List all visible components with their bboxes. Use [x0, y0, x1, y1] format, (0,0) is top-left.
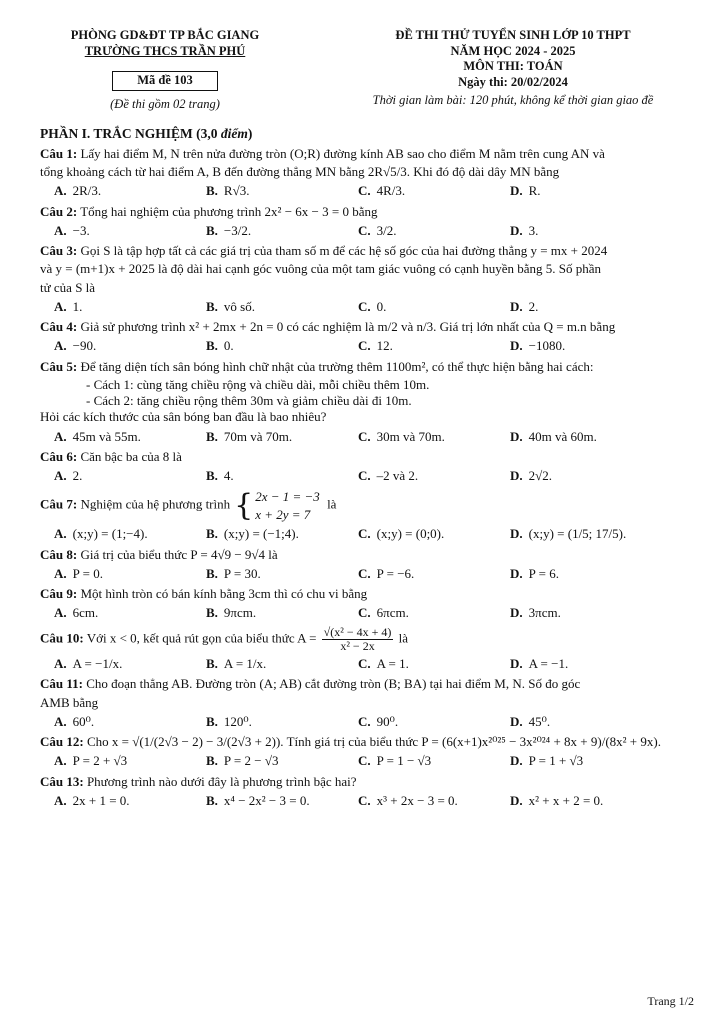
- option-text: 0.: [376, 298, 387, 314]
- option-text: 2.: [528, 298, 539, 314]
- question-stem: [40, 547, 690, 563]
- option-key: A.: [54, 222, 67, 238]
- question-text-end: là: [327, 496, 337, 512]
- question-stem: [40, 243, 690, 259]
- answer-option-d: [510, 714, 662, 730]
- answer-option-a: [40, 183, 206, 199]
- question-text: Căn bậc ba của 8 là: [80, 448, 182, 464]
- question-label: Câu 11:: [40, 676, 83, 692]
- option-key: B.: [206, 526, 218, 542]
- answer-options: [40, 183, 690, 199]
- option-text: −3.: [72, 222, 90, 238]
- answer-option-d: [510, 526, 662, 542]
- exam-date: Ngày thi: 20/02/2024: [458, 74, 568, 89]
- answer-options: [40, 566, 690, 582]
- option-text: 4R/3.: [376, 183, 406, 199]
- option-text: P = 0.: [72, 565, 103, 581]
- option-key: A.: [54, 183, 67, 199]
- question-text: Giá trị của biểu thức P = 4√9 − 9√4 là: [80, 546, 278, 562]
- question-sub-item: - Cách 1: cùng tăng chiều rộng và chiều dài, mỗi chiều thêm 10m.: [86, 376, 430, 392]
- part-points: điểm: [220, 126, 248, 141]
- option-key: C.: [358, 222, 371, 238]
- question-text: Phương trình nào dưới đây là phương trình bậc hai?: [86, 773, 357, 789]
- page-number: Trang 1/2: [647, 994, 694, 1008]
- question-6: [40, 449, 690, 485]
- option-text: 9πcm.: [223, 605, 257, 621]
- answer-option-b: [206, 566, 358, 582]
- answer-option-a: [40, 793, 206, 809]
- option-key: D.: [510, 338, 523, 354]
- option-text: −1080.: [528, 338, 566, 354]
- system-equation: x + 2y = 7: [255, 506, 311, 522]
- school-year: NĂM HỌC 2024 - 2025: [450, 43, 576, 58]
- option-text: P = 30.: [223, 565, 261, 581]
- option-text: 2R/3.: [72, 183, 102, 199]
- answer-option-a: [40, 714, 206, 730]
- header-right: [318, 28, 708, 108]
- answer-option-d: [510, 656, 662, 672]
- option-text: P = −6.: [376, 565, 415, 581]
- answer-options: [40, 526, 690, 542]
- option-key: C.: [358, 605, 371, 621]
- option-text: −90.: [72, 338, 97, 354]
- option-text: 4.: [223, 468, 234, 484]
- option-key: C.: [358, 753, 371, 769]
- option-key: D.: [510, 222, 523, 238]
- answer-option-a: [40, 468, 206, 484]
- option-text: 70m và 70m.: [223, 428, 293, 444]
- question-12: [40, 734, 690, 770]
- question-stem: [40, 774, 690, 790]
- option-key: B.: [206, 656, 218, 672]
- option-text: P = 1 − √3: [376, 753, 432, 769]
- question-text: Tổng hai nghiệm của phương trình 2x² − 6x − 3 = 0 bằng: [80, 203, 378, 219]
- answer-option-c: [358, 223, 510, 239]
- question-stem: [40, 586, 690, 602]
- question-label: Câu 6:: [40, 448, 78, 464]
- answer-option-b: [206, 468, 358, 484]
- question-11: [40, 676, 690, 730]
- question-label: Câu 12:: [40, 734, 84, 750]
- part-title-text: PHẦN I. TRẮC NGHIỆM (3,0: [40, 126, 221, 141]
- answer-option-d: [510, 338, 662, 354]
- option-key: C.: [358, 713, 371, 729]
- question-5: [40, 359, 690, 445]
- answer-option-c: [358, 338, 510, 354]
- question-label: Câu 10:: [40, 630, 84, 646]
- pages-note: (Đề thi gồm 02 trang): [110, 96, 220, 111]
- option-text: −3/2.: [223, 222, 252, 238]
- option-text: (x;y) = (1;−4).: [72, 526, 148, 542]
- option-text: 1.: [72, 298, 83, 314]
- question-text-continued: tử của S là: [40, 279, 96, 295]
- subject: MÔN THI: TOÁN: [463, 59, 563, 74]
- answer-option-b: [206, 526, 358, 542]
- option-text: 3/2.: [376, 222, 397, 238]
- option-key: C.: [358, 792, 371, 808]
- option-key: A.: [54, 605, 67, 621]
- question-label: Câu 5:: [40, 358, 78, 374]
- answer-option-d: [510, 566, 662, 582]
- question-label: Câu 7:: [40, 496, 78, 512]
- answer-options: [40, 299, 690, 315]
- answer-option-b: [206, 183, 358, 199]
- option-key: A.: [54, 792, 67, 808]
- question-text: Gọi S là tập hợp tất cả các giá trị của tham số m để các hệ số góc của hai đường thẳng y = mx + 2024: [80, 243, 608, 259]
- option-text: P = 2 − √3: [223, 753, 279, 769]
- option-key: B.: [206, 753, 218, 769]
- exam-code-box: Mã đề 103: [112, 71, 218, 91]
- option-text: 2√2.: [528, 468, 553, 484]
- equation-system: [234, 488, 320, 523]
- question-label: Câu 3:: [40, 243, 78, 259]
- answer-option-c: [358, 605, 510, 621]
- option-key: B.: [206, 468, 218, 484]
- option-key: A.: [54, 656, 67, 672]
- answer-option-a: [40, 605, 206, 621]
- answer-option-c: [358, 526, 510, 542]
- question-1: [40, 146, 690, 200]
- option-text: 30m và 70m.: [376, 428, 445, 444]
- exam-content: [40, 126, 690, 813]
- question-4: [40, 319, 690, 355]
- answer-option-d: [510, 183, 662, 199]
- option-text: R.: [528, 183, 541, 199]
- answer-option-d: [510, 605, 662, 621]
- answer-option-b: [206, 299, 358, 315]
- question-7: [40, 488, 690, 542]
- answer-option-d: [510, 753, 662, 769]
- question-text: Giả sử phương trình x² + 2mx + 2n = 0 có các nghiệm là m/2 và n/3. Giá trị lớn nhất của Q = m.n bằng: [80, 319, 616, 335]
- answer-option-b: [206, 338, 358, 354]
- option-key: C.: [358, 656, 371, 672]
- option-text: 60⁰.: [72, 713, 95, 729]
- option-text: –2 và 2.: [376, 468, 419, 484]
- option-key: A.: [54, 565, 67, 581]
- option-key: D.: [510, 183, 523, 199]
- answer-option-b: [206, 793, 358, 809]
- question-text: Một hình tròn có bán kính bằng 3cm thì có chu vi bằng: [80, 586, 368, 602]
- option-text: R√3.: [223, 183, 250, 199]
- option-key: A.: [54, 428, 67, 444]
- answer-option-a: [40, 656, 206, 672]
- option-text: 3.: [528, 222, 539, 238]
- question-3: [40, 243, 690, 315]
- option-text: A = −1/x.: [72, 656, 123, 672]
- option-text: P = 2 + √3: [72, 753, 128, 769]
- answer-options: [40, 338, 690, 354]
- answer-options: [40, 468, 690, 484]
- answer-option-d: [510, 223, 662, 239]
- question-stem: [40, 449, 690, 465]
- answer-options: [40, 753, 690, 769]
- answer-option-c: [358, 656, 510, 672]
- fraction-numerator: √(x² − 4x + 4): [323, 624, 392, 639]
- answer-option-a: [40, 223, 206, 239]
- option-text: 45⁰.: [528, 713, 551, 729]
- question-text-end: là: [398, 630, 409, 646]
- answer-option-c: [358, 429, 510, 445]
- question-10: [40, 626, 690, 673]
- answer-options: [40, 656, 690, 672]
- option-text: 0.: [223, 338, 234, 354]
- option-text: 2x + 1 = 0.: [72, 792, 130, 808]
- exam-title: ĐỀ THI THỬ TUYỂN SINH LỚP 10 THPT: [395, 28, 631, 42]
- fraction-expression: [322, 626, 394, 653]
- option-key: C.: [358, 526, 371, 542]
- option-text: A = 1/x.: [223, 656, 267, 672]
- answer-option-a: [40, 338, 206, 354]
- option-key: B.: [206, 298, 218, 314]
- option-text: 3πcm.: [528, 605, 561, 621]
- answer-option-c: [358, 714, 510, 730]
- answer-option-b: [206, 429, 358, 445]
- question-text: Cho x = √(1/(2√3 − 2) − 3/(2√3 + 2)). Tính giá trị của biểu thức P = (6(x+1)x²⁰²⁵ − 3x²⁰²⁴ + 8x + 9)/(8x² + 9x).: [86, 734, 661, 750]
- answer-option-b: [206, 223, 358, 239]
- question-text-continued: tổng khoảng cách từ hai điểm A, B đến đường thẳng MN bằng 2R√5/3. Khi đó độ dài dây MN bằng: [40, 164, 560, 180]
- answer-option-c: [358, 793, 510, 809]
- question-label: Câu 4:: [40, 319, 78, 335]
- option-text: x² + x + 2 = 0.: [528, 792, 604, 808]
- option-key: D.: [510, 428, 523, 444]
- option-key: B.: [206, 428, 218, 444]
- system-equation: 2x − 1 = −3: [255, 489, 320, 505]
- question-text: Lấy hai điểm M, N trên nửa đường tròn (O;R) đường kính AB sao cho điểm M nằm trên cung AN và: [80, 145, 605, 161]
- answer-option-b: [206, 714, 358, 730]
- option-key: B.: [206, 792, 218, 808]
- option-text: 120⁰.: [223, 713, 252, 729]
- option-key: D.: [510, 753, 523, 769]
- answer-option-c: [358, 566, 510, 582]
- answer-option-a: [40, 753, 206, 769]
- option-key: A.: [54, 338, 67, 354]
- option-text: vô số.: [223, 298, 255, 314]
- option-text: 40m và 60m.: [528, 428, 597, 444]
- question-label: Câu 8:: [40, 546, 78, 562]
- option-text: x⁴ − 2x² − 3 = 0.: [223, 792, 310, 808]
- question-sub-item: - Cách 2: tăng chiều rộng thêm 30m và giảm chiều dài đi 10m.: [86, 393, 412, 409]
- option-text: P = 1 + √3: [528, 753, 584, 769]
- answer-options: [40, 429, 690, 445]
- question-text: Nghiệm của hệ phương trình: [80, 496, 231, 512]
- department-name: PHÒNG GD&ĐT TP BẮC GIANG: [70, 28, 260, 42]
- header-left: [40, 28, 290, 113]
- option-text: A = −1.: [528, 656, 569, 672]
- option-text: 6πcm.: [376, 605, 409, 621]
- answer-option-a: [40, 429, 206, 445]
- answer-option-b: [206, 656, 358, 672]
- question-stem: [40, 204, 690, 220]
- question-stem: [40, 488, 690, 523]
- option-key: C.: [358, 565, 371, 581]
- option-key: C.: [358, 298, 371, 314]
- answer-option-b: [206, 605, 358, 621]
- question-label: Câu 13:: [40, 773, 84, 789]
- question-list: [40, 146, 690, 809]
- question-stem: [40, 319, 690, 335]
- option-text: (x;y) = (0;0).: [376, 526, 445, 542]
- fraction-denominator: x² − 2x: [340, 638, 375, 653]
- question-stem: [40, 676, 690, 692]
- option-key: D.: [510, 605, 523, 621]
- option-key: D.: [510, 713, 523, 729]
- question-stem: [40, 734, 690, 750]
- exam-duration: Thời gian làm bài: 120 phút, không kể thời gian giao đề: [372, 92, 654, 107]
- option-key: C.: [358, 338, 371, 354]
- question-text: Với x < 0, kết quả rút gọn của biểu thức A =: [86, 630, 317, 646]
- question-text: Để tăng diện tích sân bóng hình chữ nhật của trường thêm 1100m², có thể thực hiện bằng hai cách:: [80, 358, 594, 374]
- option-key: A.: [54, 298, 67, 314]
- question-stem: [40, 146, 690, 162]
- option-text: P = 6.: [528, 565, 559, 581]
- answer-option-c: [358, 468, 510, 484]
- option-text: 45m và 55m.: [72, 428, 141, 444]
- answer-options: [40, 223, 690, 239]
- answer-option-d: [510, 468, 662, 484]
- option-key: D.: [510, 298, 523, 314]
- option-key: D.: [510, 526, 523, 542]
- answer-options: [40, 605, 690, 621]
- question-stem: [40, 626, 690, 653]
- question-9: [40, 586, 690, 622]
- part-title: [40, 126, 690, 143]
- option-key: D.: [510, 792, 523, 808]
- option-key: B.: [206, 338, 218, 354]
- option-key: A.: [54, 526, 67, 542]
- option-key: B.: [206, 605, 218, 621]
- question-stem: [40, 359, 690, 375]
- part-title-close: ): [247, 126, 253, 141]
- answer-option-c: [358, 299, 510, 315]
- question-8: [40, 547, 690, 583]
- option-text: x³ + 2x − 3 = 0.: [376, 792, 458, 808]
- question-text-continued: AMB bằng: [40, 694, 99, 710]
- option-key: A.: [54, 713, 67, 729]
- answer-option-c: [358, 183, 510, 199]
- option-key: C.: [358, 428, 371, 444]
- question-2: [40, 204, 690, 240]
- question-label: Câu 1:: [40, 145, 78, 161]
- answer-option-b: [206, 753, 358, 769]
- option-key: D.: [510, 565, 523, 581]
- option-text: A = 1.: [376, 656, 409, 672]
- answer-option-a: [40, 566, 206, 582]
- answer-option-a: [40, 299, 206, 315]
- option-key: B.: [206, 565, 218, 581]
- answer-option-d: [510, 299, 662, 315]
- option-key: B.: [206, 713, 218, 729]
- option-text: 90⁰.: [376, 713, 399, 729]
- answer-option-a: [40, 526, 206, 542]
- option-key: C.: [358, 183, 371, 199]
- option-text: 2.: [72, 468, 83, 484]
- answer-option-d: [510, 429, 662, 445]
- system-rows: [255, 488, 320, 523]
- option-key: A.: [54, 753, 67, 769]
- answer-option-c: [358, 753, 510, 769]
- question-label: Câu 9:: [40, 586, 78, 602]
- option-text: (x;y) = (1/5; 17/5).: [528, 526, 627, 542]
- question-label: Câu 2:: [40, 203, 78, 219]
- option-key: B.: [206, 183, 218, 199]
- option-key: B.: [206, 222, 218, 238]
- school-name: TRƯỜNG THCS TRẦN PHÚ: [84, 43, 246, 58]
- answer-options: [40, 714, 690, 730]
- option-key: D.: [510, 656, 523, 672]
- question-text: Cho đoạn thẳng AB. Đường tròn (A; AB) cắt đường tròn (B; BA) tại hai điểm M, N. Số đo góc: [86, 676, 581, 692]
- option-text: (x;y) = (−1;4).: [223, 526, 299, 542]
- option-text: 12.: [376, 338, 393, 354]
- option-key: C.: [358, 468, 371, 484]
- option-key: D.: [510, 468, 523, 484]
- question-13: [40, 774, 690, 810]
- answer-options: [40, 793, 690, 809]
- question-text-continued: và y = (m+1)x + 2025 là độ dài hai cạnh góc vuông của một tam giác vuông có cạnh huyền bằng 5. Số phần: [40, 261, 601, 277]
- option-key: A.: [54, 468, 67, 484]
- question-text-continued: Hỏi các kích thước của sân bóng ban đầu là bao nhiêu?: [40, 409, 327, 425]
- option-text: 6cm.: [72, 605, 99, 621]
- system-brace: {: [234, 487, 254, 523]
- answer-option-d: [510, 793, 662, 809]
